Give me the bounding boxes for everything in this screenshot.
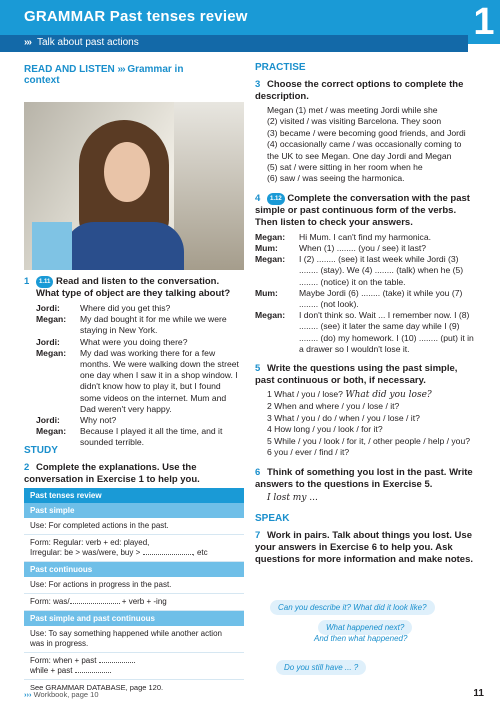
unit-number: 1: [468, 0, 500, 44]
explanations-table: [24, 488, 244, 696]
exercise-6-question: 6 Think of something you lost in the past. Write answers to the questions in Exercise 5.: [255, 466, 473, 490]
past-continuous-header: Past continuous: [24, 562, 244, 577]
both-tenses-header: Past simple and past continuous: [24, 611, 244, 626]
blank-field[interactable]: [143, 554, 193, 555]
study-heading: STUDY: [24, 445, 58, 456]
blank-field[interactable]: [75, 672, 111, 673]
speech-bubble-continued: And then what happened?: [314, 634, 408, 643]
table-title: Past tenses review: [24, 488, 244, 503]
exercise-3-text: Megan (1) met / was meeting Jordi while she (2) visited / was visiting Barcelona. They soon (3) became / were becoming good friends, and Jordi (4) occasionally came / was occasionally coming to the UK to see Megan. One day Jordi and Megan (5) sat / were sitting in her room when he (6) saw / was seeing the harmonica.: [267, 105, 466, 184]
past-simple-use: Use: For completed actions in the past.: [24, 518, 244, 535]
both-tenses-form: Form: when + past while + past: [24, 653, 244, 680]
past-simple-header: Past simple: [24, 503, 244, 518]
chevrons-icon: ›››: [24, 37, 31, 48]
read-listen-heading: READ AND LISTEN ››› Grammar in context: [24, 64, 184, 86]
audio-track-icon[interactable]: 1.11: [36, 276, 53, 288]
speech-bubble: Do you still have ... ?: [276, 660, 366, 675]
exercise-2-question: 2 Complete the explanations. Use the conversation in Exercise 1 to help you.: [24, 462, 200, 485]
exercise-3-question: 3 Choose the correct options to complete the description.: [255, 79, 464, 102]
past-continuous-form: Form: was/ + verb + -ing: [24, 594, 244, 611]
speech-bubble: What happened next?: [318, 620, 412, 635]
both-tenses-use: Use: To say something happened while another action was in progress.: [24, 626, 244, 653]
exercise-5-items: 1 What / you / lose? What did you lose? 2 When and where / you / lose / it? 3 What / you / do / when / you / lose / it? 4 How long / you / look / for it? 5 While / you / look / for it, / other people / help / you? 6 you / ever / find / it?: [267, 389, 471, 458]
past-continuous-use: Use: For actions in progress in the past.: [24, 577, 244, 594]
chevrons-icon: ›››: [117, 64, 125, 75]
grammar-database-reference[interactable]: See GRAMMAR DATABASE, page 120.: [24, 680, 244, 696]
past-simple-form: Form: Regular: verb + ed: played, Irregular: be > was/were, buy > , etc: [24, 535, 244, 562]
speak-heading: SPEAK: [255, 512, 290, 524]
subtitle-text: Talk about past actions: [37, 37, 139, 48]
handwritten-example: I lost my ...: [267, 492, 318, 503]
photo-girl-shop-window: [24, 102, 244, 270]
handwritten-answer: What did you lose?: [345, 390, 432, 401]
workbook-reference[interactable]: ››› Workbook, page 10: [24, 690, 99, 699]
page-number: 11: [473, 688, 484, 699]
exercise-1-question: 1 1.11 Read and listen to the conversation. What type of object are they talking about?: [24, 276, 231, 299]
exercise-1-dialog: Jordi: Where did you get this? Megan: My dad bought it for me while we were staying in New York. Jordi: What were you doing there? Megan: My dad was working there for a few months. We were walking down the street one day when I saw it in a shop window. I didn't know how to play it, but I found some videos on the internet. Mum and Dad weren't very happy. Jordi: Why not? Megan: Because I played it all the time, and it sounded terrible.: [36, 303, 239, 448]
exercise-7-question: 7 Work in pairs. Talk about things you lost. Use your answers in Exercise 6 to help you. Ask questions for more information and make notes.: [255, 529, 474, 565]
title-text: Past tenses review: [109, 8, 248, 25]
section-label: GRAMMAR: [24, 8, 106, 25]
exercise-5-question: 5 Write the questions using the past simple, past continuous or both, if necessary.: [255, 363, 458, 387]
page-title: [24, 8, 248, 25]
header-bar: [0, 0, 500, 35]
exercise-4-question: 4 1.12 Complete the conversation with the past simple or past continuous form of the verbs. Then listen to check your answers.: [255, 192, 470, 228]
practise-heading: PRACTISE: [255, 62, 306, 73]
chevrons-icon: ›››: [24, 690, 32, 699]
blank-field[interactable]: [70, 603, 120, 604]
speech-bubble: Can you describe it? What did it look like?: [270, 600, 435, 615]
exercise-4-dialog: Megan: Hi Mum. I can't find my harmonica. Mum: When (1) ........ (you / see) it last? Megan: I (2) ........ (see) it last week while Jordi (3) ........ (stay). We (4) ........ (talk) when he (5) ........ (notice) it on the table. Mum: Maybe Jordi (6) ........ (take) it while you (7) ........ (not look). Megan: I don't think so. Wait ... I remember now. I (8) ........ (see) it later the same day while I (9) ........ (do) my homework. I (10) ........ (put) it in a drawer so I wouldn't lose it.: [255, 231, 474, 354]
subtitle-bar: [0, 35, 468, 52]
audio-track-icon[interactable]: 1.12: [267, 193, 285, 205]
blank-field[interactable]: [99, 662, 135, 663]
